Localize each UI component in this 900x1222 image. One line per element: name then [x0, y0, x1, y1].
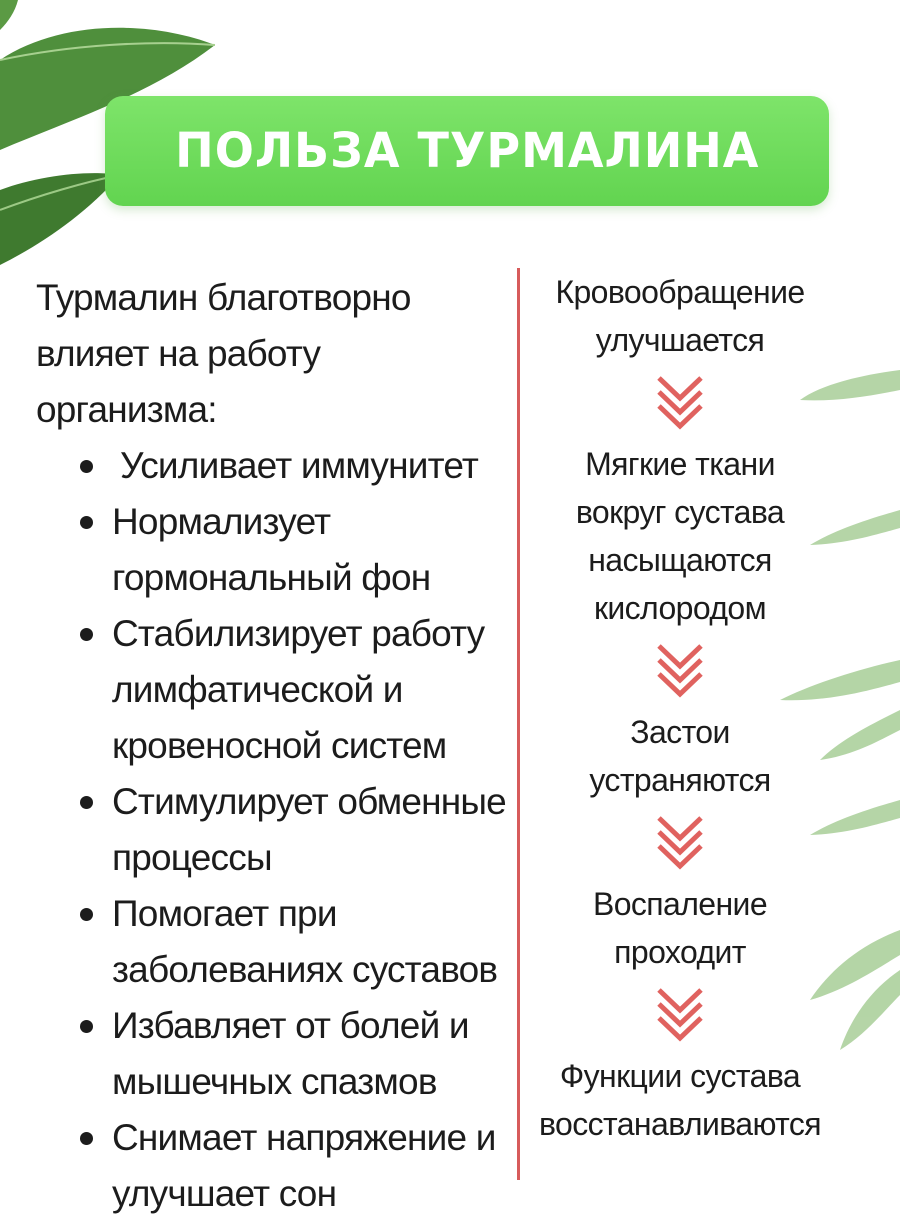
list-item: Усиливает иммунитет: [36, 438, 506, 494]
bullet-icon: [80, 460, 93, 473]
bullet-icon: [80, 796, 93, 809]
process-step: Кровообращение улучшается: [555, 274, 805, 358]
benefits-list: [36, 438, 506, 1222]
process-step: Застои устраняются: [589, 714, 771, 798]
list-item: Стабилизирует работу лимфатической и кровеносной систем: [36, 606, 506, 774]
process-column: [530, 268, 830, 1148]
column-divider: [517, 268, 520, 1180]
bullet-icon: [80, 1020, 93, 1033]
double-chevron-down-icon: [653, 984, 707, 1042]
bullet-icon: [80, 1132, 93, 1145]
list-item: Помогает при заболеваниях суставов: [36, 886, 506, 998]
list-item: Нормализует гормональный фон: [36, 494, 506, 606]
bullet-icon: [80, 628, 93, 641]
double-chevron-down-icon: [653, 812, 707, 870]
list-item: Избавляет от болей и мышечных спазмов: [36, 998, 506, 1110]
bullet-icon: [80, 516, 93, 529]
title-banner: [105, 96, 829, 206]
bullet-icon: [80, 908, 93, 921]
process-step: Функции сустава восстанавливаются: [539, 1058, 821, 1142]
process-step: Воспаление проходит: [592, 886, 768, 970]
page-title: ПОЛЬЗА ТУРМАЛИНА: [174, 123, 760, 179]
double-chevron-down-icon: [653, 640, 707, 698]
list-item: Снимает напряжение и улучшает сон: [36, 1110, 506, 1222]
process-step: Мягкие ткани вокруг сустава насыщаются кислородом: [575, 446, 785, 626]
intro-text: Турмалин благотворно влияет на работу организма:: [36, 277, 411, 430]
double-chevron-down-icon: [653, 372, 707, 430]
benefits-column: [36, 270, 506, 1222]
list-item: Стимулирует обменные процессы: [36, 774, 506, 886]
